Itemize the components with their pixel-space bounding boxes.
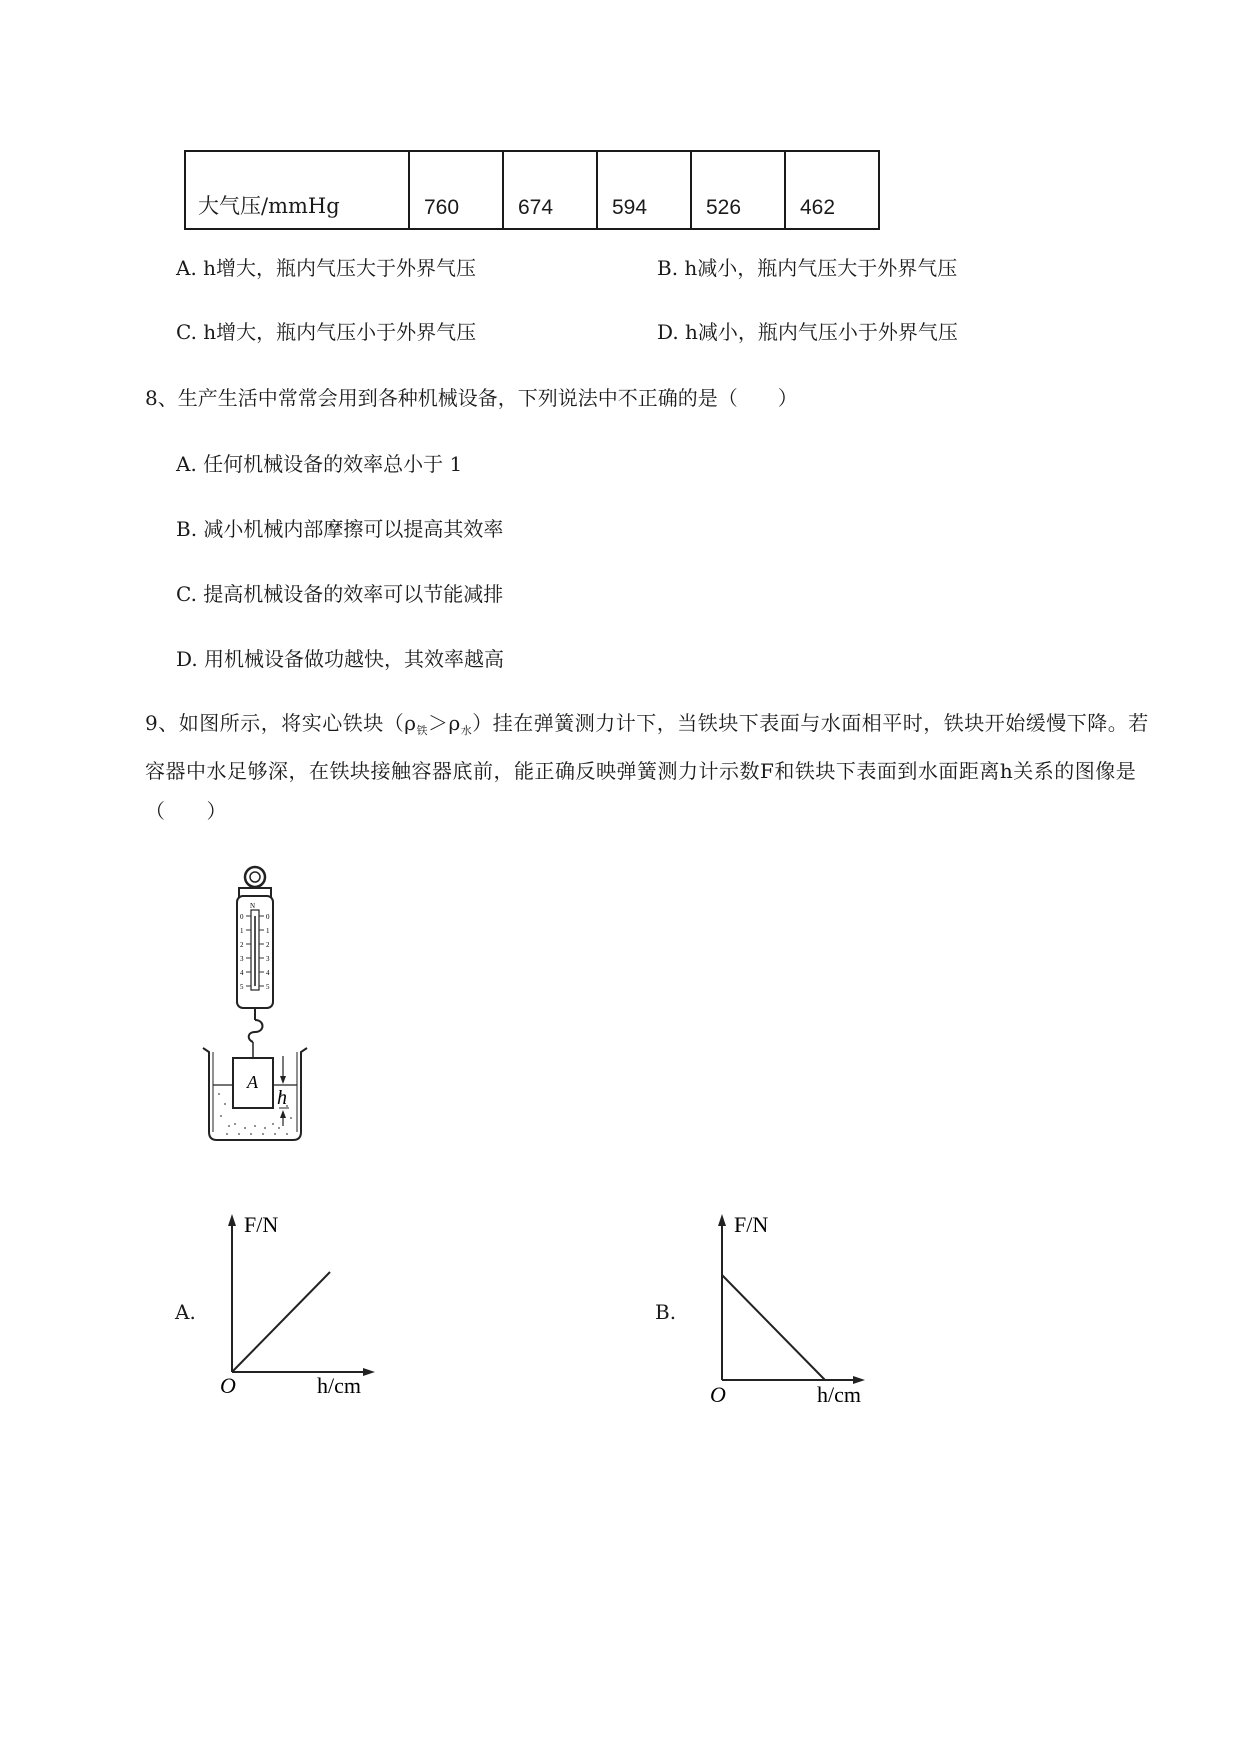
scale-tick-left: 0 (240, 913, 244, 921)
table-cell: 594 (597, 151, 691, 229)
graph-b-line (722, 1275, 825, 1380)
table-row (185, 151, 879, 229)
q7-option-b: B. h减小，瓶内气压大于外界气压 (657, 256, 958, 280)
q8-option-d: D. 用机械设备做功越快，其效率越高 (176, 647, 505, 671)
scale-tick-right: 2 (266, 941, 270, 949)
q9-stem-part1: 9、如图所示，将实心铁块（ρ (145, 711, 417, 735)
graph-a-y-label: F/N (244, 1212, 279, 1237)
graph-b-origin: O (710, 1382, 726, 1405)
q9-stem-part2: ＞ρ (427, 711, 461, 735)
graph-b-x-label: h/cm (817, 1382, 861, 1405)
q9-sub-water: 水 (460, 724, 473, 737)
graph-a-line (232, 1272, 330, 1372)
scale-tick-right: 0 (266, 913, 270, 921)
scale-tick-left: 1 (240, 927, 244, 935)
block-label: A (247, 1072, 258, 1092)
graph-a-x-label: h/cm (317, 1373, 361, 1395)
scale-tick-right: 4 (266, 969, 270, 977)
scale-unit-label: N (250, 902, 256, 910)
pressure-table (184, 150, 880, 230)
scale-tick-left: 5 (240, 983, 244, 991)
q9-sub-iron: 铁 (416, 724, 428, 737)
graph-b-y-label: F/N (734, 1212, 769, 1237)
table-cell: 526 (691, 151, 785, 229)
q8-option-b: B. 减小机械内部摩擦可以提高其效率 (176, 517, 504, 541)
scale-tick-left: 2 (240, 941, 244, 949)
graph-b-option-label: B. (655, 1300, 677, 1324)
scale-tick-left: 4 (240, 969, 244, 977)
q7-option-c: C. h增大，瓶内气压小于外界气压 (176, 320, 477, 344)
scale-tick-right: 5 (266, 983, 270, 991)
table-label-cell: 大气压/mmHg (185, 151, 409, 229)
table-cell: 760 (409, 151, 503, 229)
spring-scale-figure (195, 860, 345, 1145)
q8-option-c: C. 提高机械设备的效率可以节能减排 (176, 582, 504, 606)
q9-stem-part3: ）挂在弹簧测力计下，当铁块下表面与水面相平时，铁块开始缓慢下降。若容器中水足够深，在铁块接触容器底前，能正确反映弹簧测力计示数F和铁块下表面到水面距离h关系的图像是（ ） (145, 711, 1149, 823)
q8-option-a: A. 任何机械设备的效率总小于 1 (176, 452, 463, 476)
q8-stem: 8、生产生活中常常会用到各种机械设备，下列说法中不正确的是（ ） (145, 386, 798, 410)
graph-b (695, 1210, 895, 1405)
q7-option-a: A. h增大，瓶内气压大于外界气压 (176, 256, 477, 280)
q7-option-d: D. h减小，瓶内气压小于外界气压 (657, 320, 958, 344)
scale-tick-right: 3 (266, 955, 270, 963)
graph-a-origin: O (220, 1373, 236, 1395)
table-cell: 462 (785, 151, 879, 229)
scale-tick-left: 3 (240, 955, 244, 963)
q9-stem (145, 703, 1150, 831)
graph-a (205, 1210, 405, 1395)
depth-label: h (277, 1087, 287, 1109)
table-cell: 674 (503, 151, 597, 229)
graph-a-option-label: A. (175, 1300, 196, 1324)
scale-tick-right: 1 (266, 927, 270, 935)
